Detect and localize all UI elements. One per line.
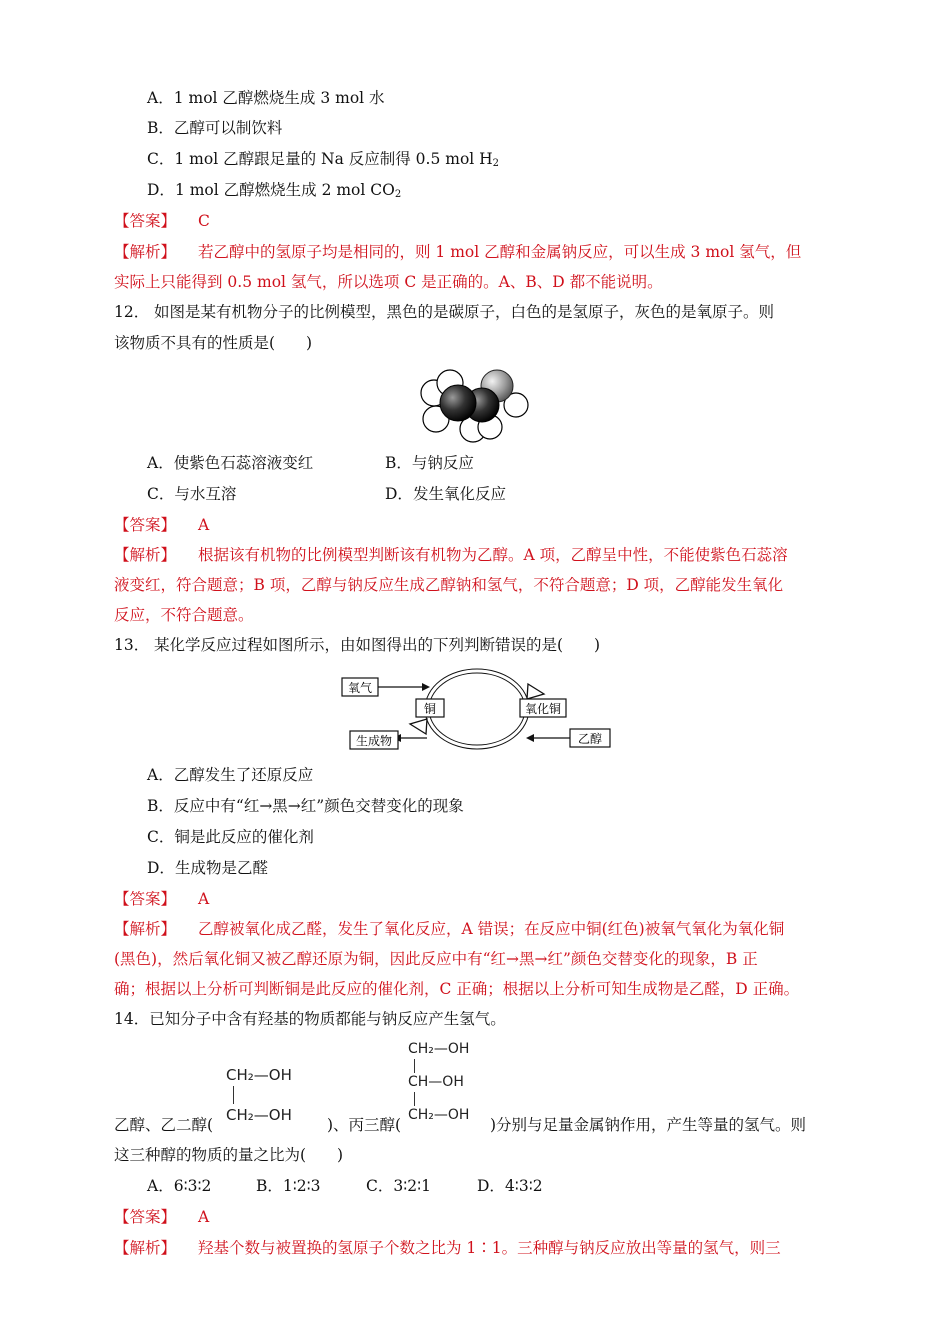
q13-analysis-line-3: 确；根据以上分析可判断铜是此反应的催化剂，C 正确；根据以上分析可知生成物是乙醛，D 正确。 [114,980,800,998]
q11-option-d: D．1 mol 乙醇燃烧生成 2 mol $CO_2$ [147,181,402,200]
q12-analysis-line-1: 【解析】 根据该有机物的比例模型判断该有机物为乙醇。A 项，乙醇呈中性，不能使紫色石蕊溶 [114,546,788,564]
q13-analysis-line-1: 【解析】 乙醇被氧化成乙醛，发生了氧化反应，A 错误；在反应中铜(红色)被氧气氧化为氧化铜 [114,920,785,938]
glycerol-bottom-group: CH₂—OH [408,1107,470,1123]
glycol-bond [233,1086,234,1104]
q14-option-a: A．6∶3∶2 [147,1177,212,1195]
q14-option-c: C．3∶2∶1 [366,1177,432,1195]
q14-option-b: B．1∶2∶3 [256,1177,321,1195]
q14-line-1-part-3: )分别与足量金属钠作用，产生等量的氢气。则 [490,1116,807,1134]
q12-analysis-line-2: 液变红，符合题意；B 项，乙醇与钠反应生成乙醇钠和氢气，不符合题意；D 项，乙醇能发生氧化 [114,576,784,594]
q14-option-d: D．4∶3∶2 [477,1177,543,1195]
glycerol-bond-2 [414,1092,415,1106]
q11-analysis-line-2: 实际上只能得到 0.5 mol 氢气，所以选项 C 是正确的。A、B、D 都不能说明。 [114,273,663,291]
cycle-arrow-head [527,684,544,699]
q11-option-b: B．乙醇可以制饮料 [147,119,283,137]
cycle-arrow-head [410,719,427,734]
q13-option-b: B．反应中有“红→黑→红”颜色交替变化的现象 [147,797,464,815]
q11-option-c: C．1 mol 乙醇跟足量的 Na 反应制得 0.5 mol $H_2$ [147,150,500,169]
q12-stem-line-2: 该物质不具有的性质是( ) [114,334,313,352]
q12-option-d: D．发生氧化反应 [385,485,506,503]
q12-option-a: A．使紫色石蕊溶液变红 [147,454,314,472]
glycerol-top-group: CH₂—OH [408,1041,470,1057]
q13-option-c: C．铜是此反应的催化剂 [147,828,314,846]
q13-answer: 【答案】 A [114,890,210,908]
q12-stem-line-1: 12． 如图是某有机物分子的比例模型，黑色的是碳原子，白色的是氢原子，灰色的是氧原子。则 [114,303,775,321]
q14-answer: 【答案】 A [114,1208,210,1226]
q12-option-b: B．与钠反应 [385,454,474,472]
q11-option-a: A．1 mol 乙醇燃烧生成 3 mol 水 [147,89,385,107]
oxygen-label: 氧气 [347,681,373,695]
copper-catalysis-cycle-diagram [336,668,616,754]
q13-analysis-line-2: (黑色)，然后氧化铜又被乙醇还原为铜，因此反应中有“红→黑→红”颜色交替变化的现象，B 正 [114,950,758,968]
q14-line-1-part-1: 乙醇、乙二醇( [114,1116,214,1134]
q11-analysis-line-1: 【解析】 若乙醇中的氢原子均是相同的，则 1 mol 乙醇和金属钠反应，可以生成 3 mol 氢气，但 [114,243,802,261]
q11-answer: 【答案】 C [114,212,210,230]
q13-option-a: A．乙醇发生了还原反应 [147,766,314,784]
glycol-top-group: CH₂—OH [226,1066,292,1084]
q12-answer: 【答案】 A [114,516,210,534]
product-label: 生成物 [355,734,393,748]
copper-oxide-label: 氧化铜 [524,702,562,716]
copper-label: 铜 [423,702,437,716]
q12-analysis-line-3: 反应，不符合题意。 [114,606,254,624]
q13-option-d: D．生成物是乙醛 [147,859,268,877]
glycerol-middle-group: CH—OH [408,1074,464,1090]
q14-analysis-line-1: 【解析】 羟基个数与被置换的氢原子个数之比为 1∶1。三种醇与钠反应放出等量的氢气，则三 [114,1239,781,1257]
ethanol-label: 乙醇 [577,732,603,746]
q12-option-c: C．与水互溶 [147,485,237,503]
q14-line-1-part-2: )、丙三醇( [327,1116,402,1134]
glycol-bottom-group: CH₂—OH [226,1106,292,1124]
ethanol-space-filling-model [420,369,530,445]
q14-stem: 14．已知分子中含有羟基的物质都能与钠反应产生氢气。 [114,1010,506,1028]
glycerol-bond-1 [414,1059,415,1073]
carbon-atom [440,385,476,421]
q14-line-2: 这三种醇的物质的量之比为( ) [114,1146,344,1164]
q13-stem: 13． 某化学反应过程如图所示，由如图得出的下列判断错误的是( ) [114,636,601,654]
